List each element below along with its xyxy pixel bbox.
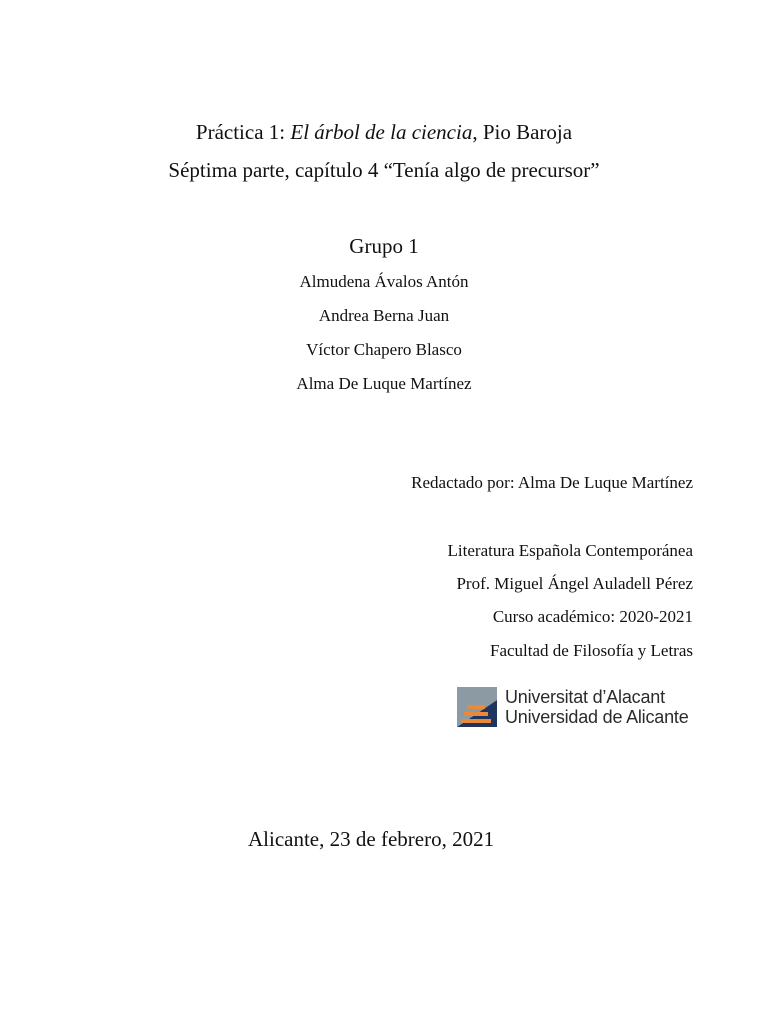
group-member: Víctor Chapero Blasco: [306, 340, 462, 359]
title-suffix: , Pio Baroja: [472, 120, 573, 144]
emblem-orange-bar-2: [464, 712, 488, 716]
faculty: Facultad de Filosofía y Letras: [489, 641, 693, 660]
university-emblem-icon: [457, 687, 497, 727]
title-prefix: Práctica 1:: [195, 120, 291, 144]
group-title: Grupo 1: [349, 234, 419, 258]
book-title: El árbol de la ciencia: [290, 120, 473, 144]
university-logo: [457, 687, 697, 731]
group-member: Alma De Luque Martínez: [296, 374, 472, 393]
emblem-orange-bar-3: [461, 719, 491, 723]
course-subject: Literatura Española Contemporánea: [447, 541, 693, 560]
title-line-1: [0, 120, 768, 145]
emblem-orange-bar-1: [467, 705, 485, 709]
logo-line-2: Universidad de Alicante: [505, 707, 689, 727]
place-and-date: Alicante, 23 de febrero, 2021: [248, 827, 495, 851]
course-professor: Prof. Miguel Ángel Auladell Pérez: [456, 574, 693, 593]
logo-line-1: Universitat d’Alacant: [505, 687, 665, 707]
written-by: Redactado por: Alma De Luque Martínez: [411, 473, 693, 492]
logo-text: [505, 687, 689, 727]
group-member: Andrea Berna Juan: [318, 306, 450, 325]
group-member: Almudena Ávalos Antón: [299, 272, 469, 291]
title-line-2: Séptima parte, capítulo 4 “Tenía algo de precursor”: [168, 158, 600, 182]
academic-year: Curso académico: 2020-2021: [492, 607, 693, 626]
